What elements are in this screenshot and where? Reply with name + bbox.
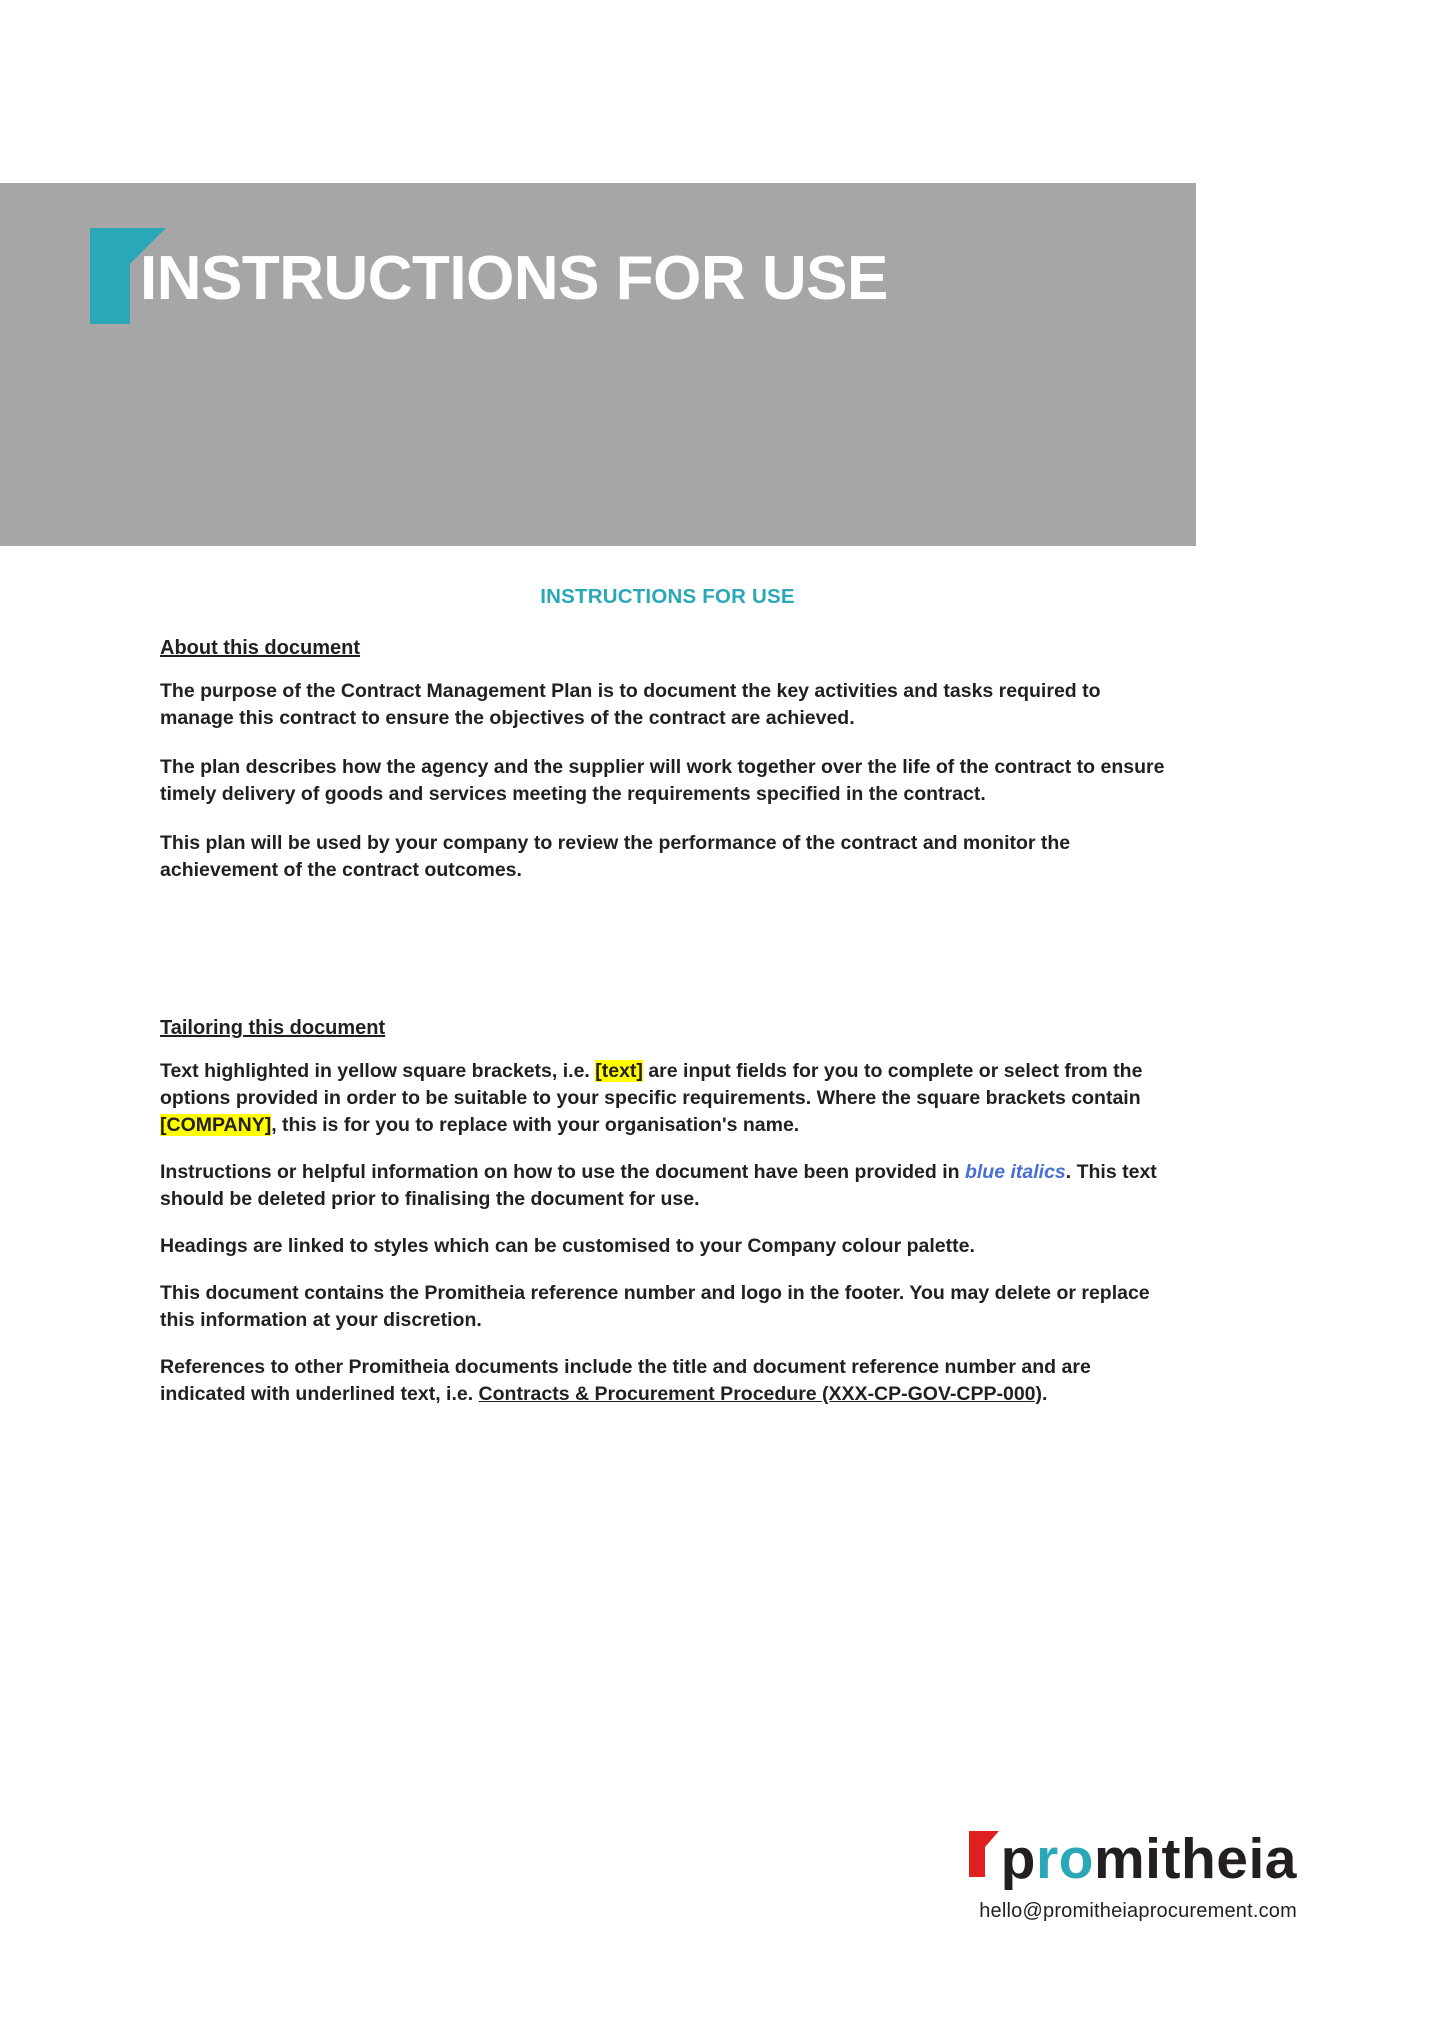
logo-wordmark — [1000, 1827, 1297, 1891]
document-reference-link[interactable]: Contracts & Procurement Procedure (XXX-CP-GOV-CPP-000) — [478, 1382, 1043, 1405]
flag-corner-icon — [969, 1831, 999, 1877]
banner-title: INSTRUCTIONS FOR USE — [140, 244, 888, 313]
logo-text-suffix: mitheia — [1093, 1827, 1297, 1891]
paragraph: The purpose of the Contract Management Plan is to document the key activities and tasks required to manage this contract to ensure the objectives of the contract are achieved. — [160, 680, 1101, 729]
text-fragment: Text highlighted in yellow square brackets, i.e. — [160, 1060, 596, 1083]
text-fragment: . This text should be deleted prior to finalising the document for use. — [160, 1161, 1157, 1211]
section-tailoring-this-document — [160, 1017, 1175, 1407]
highlight-text-placeholder: [text] — [595, 1060, 643, 1083]
paragraph-blue-italics — [160, 1159, 1175, 1213]
paragraph: This plan will be used by your company to review the performance of the contract and monitor the achievement of the contract outcomes. — [160, 831, 1071, 881]
promitheia-logo — [817, 1827, 1297, 1891]
blue-italics-sample: blue italics — [964, 1161, 1066, 1184]
section-heading-tailoring: Tailoring this document — [160, 1017, 386, 1040]
section-heading-about: About this document — [160, 637, 360, 659]
text-fragment: Instructions or helpful information on how to use the document have been provided in — [160, 1161, 965, 1184]
logo-text-prefix: p — [1000, 1827, 1036, 1891]
footer-email[interactable]: hello@promitheiaprocurement.com — [979, 1900, 1297, 1922]
paragraph-document-reference — [160, 1354, 1175, 1408]
text-fragment: , this is for you to replace with your organisation's name. — [271, 1114, 800, 1137]
document-body — [160, 585, 1175, 1428]
page-banner — [0, 183, 1196, 546]
section-spacer — [160, 905, 1175, 1017]
paragraph-input-fields — [160, 1058, 1175, 1139]
text-fragment: . — [1042, 1382, 1048, 1405]
page-title: INSTRUCTIONS FOR USE — [540, 585, 795, 608]
logo-text-accent: ro — [1035, 1827, 1094, 1891]
section-about-this-document — [160, 637, 1175, 883]
text-fragment: References to other Promitheia documents include the title and document reference number and are indicated with underlined text, i.e. — [160, 1355, 1091, 1405]
paragraph: Headings are linked to styles which can be customised to your Company colour palette. — [160, 1234, 975, 1257]
page-footer — [817, 1827, 1297, 1923]
text-fragment: are input fields for you to complete or select from the options provided in order to be suitable to your specific requirements. Where the square brackets contain — [160, 1060, 1143, 1110]
paragraph: This document contains the Promitheia reference number and logo in the footer. You may delete or replace this information at your discretion. — [160, 1281, 1150, 1331]
paragraph: The plan describes how the agency and the supplier will work together over the life of the contract to ensure timely delivery of goods and services meeting the requirements specified in the contract. — [160, 755, 1165, 805]
highlight-company-placeholder: [COMPANY] — [160, 1114, 272, 1137]
